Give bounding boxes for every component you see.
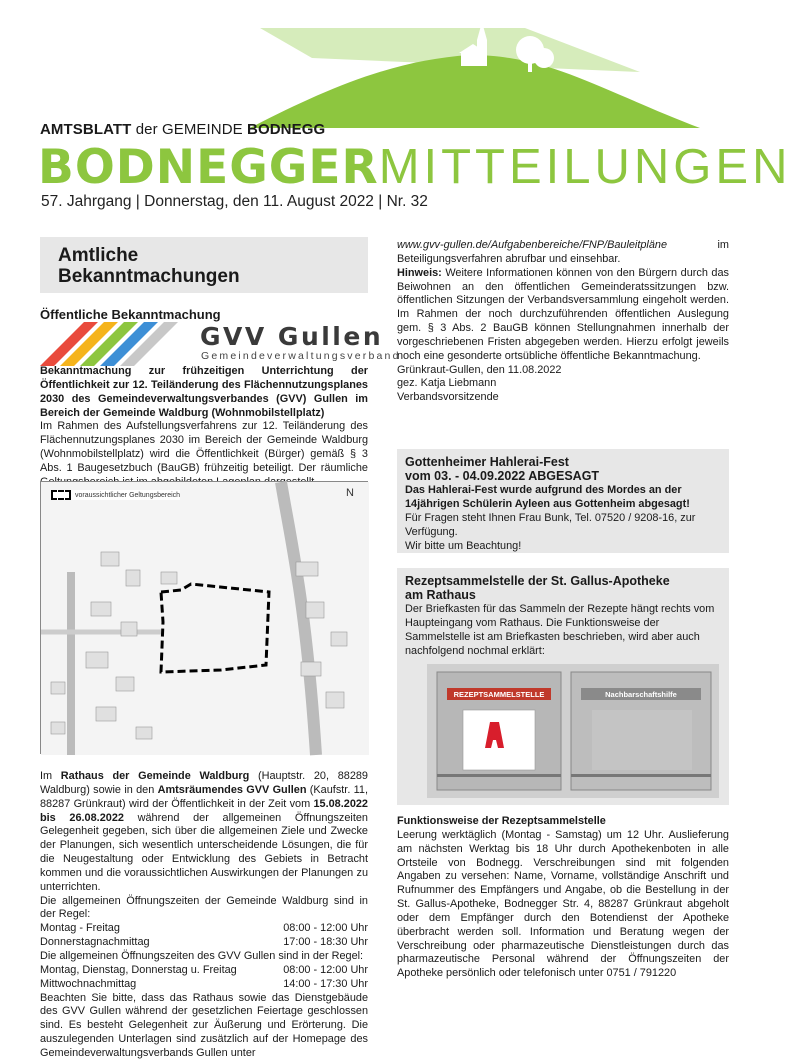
notice-role: Verbandsvorsitzende [397,391,499,404]
notice-body [40,770,368,1061]
event-subtitle: Das Hahlerai-Fest wurde aufgrund des Mordes an der 14jährigen Schülerin Ayleen aus Gottenheim abgesagt! [405,483,690,510]
masthead-title [38,140,791,195]
event-title: Gottenheimer Hahlerai-Fest vom 03. - 04.09.2022 ABGESAGT [405,455,600,484]
mailbox-photo [427,664,719,798]
event-contact: Für Fragen steht Ihnen Frau Bunk, Tel. 07520 / 9208-16, zur Verfügung. [405,511,696,538]
pharmacy-title: Rezeptsammelstelle der St. Gallus-Apotheke am Rathaus [405,574,670,603]
section-header: Amtliche Bekanntmachungen [40,237,368,293]
masthead-light: MITTEILUNGEN [378,140,791,194]
event-note: Wir bitte um Beachtung! [405,539,522,552]
svg-text:N: N [346,487,354,499]
pharmacy-box [397,568,729,805]
map-legend-label: voraussichtlicher Geltungsbereich [75,491,181,499]
waldburg-hours-intro: Die allgemeinen Öffnungszeiten der Gemeinde Waldburg sind in der Regel: [40,894,368,921]
gvv-hours-intro: Die allgemeinen Öffnungszeiten des GVV Gullen sind in der Regel: [40,949,364,962]
notice-intro-text: Im Rahmen des Aufstellungsverfahrens zur 12. Teiländerung des Flächennutzungsplanes 2030 im Bereich der Gemeinde Waldburg (Wohnmobilstellplatz) wird die Öffentlichkeit (Bürger) gemäß § 3 Abs. 1 Baugesetzbuch (BauGB) frühzeitig beteiligt. Der räumliche [40,420,368,474]
gvv-url[interactable]: www.gvv-gullen.de/Aufgabenbereiche/FNP/Bauleitpläne [397,239,668,251]
notice-heading: Öffentliche Bekanntmachung [40,307,221,322]
pharmacy-how [397,815,729,981]
site-plan-map [40,481,368,754]
photo-label-right: Nachbarschaftshilfe [605,690,677,699]
notice-inspection: Im Rathaus der Gemeinde Waldburg (Hauptstr. 20, 88289 Waldburg) sowie in den Amtsräumendes GVV Gullen (Kaufstr. 11, 88287 Grünkraut) wird der Öffentlichkeit in der Zeit vom 15.08.2022 bis 26.08.2022 während der allgemeinen Öffnungszeiten Gelegenheit gegeben, sich über die allgemeinen Ziele und Zwecke der Planungen, sich wesentlich unterscheidende Lösungen, die für die Neugestaltung oder Entwicklung des Gebiets in Betracht kommen und die voraussichtlichen Auswirkungen der Planungen zu unterrichten. [40,770,368,893]
map-legend-swatch [51,490,71,500]
hours-row: Donnerstagnachmittag 17:00 - 18:30 Uhr [40,936,368,949]
masthead-bold: BODNEGGER [38,140,379,195]
site-plan-drawing [41,482,369,755]
notice-intro [40,365,368,490]
hours-row: Montag - Freitag 08:00 - 12:00 Uhr [40,922,368,935]
photo-label-left: REZEPTSAMMELSTELLE [453,690,545,699]
notice-hint: Hinweis: Weitere Informationen können von den Bürgern durch das Beiwohnen an den öffentlichen Gemeinderatssitzungen bzw. öffentlichen Sitzungen der Verbandsversammlung eingeholt werden. Im Rahmen der noch durchzuführenden öffentlichen Auslegung gem. § 3 Abs. 2 BauGB können Stellungnahmen innerhalb der vorgeschriebenen Fristen abgegeben werden. Hierzu erfolgt jeweils noch eine gesonderte ortsübliche öffentliche Bekanntmachung. [397,266,729,362]
notice-signature: gez. Katja Liebmann [397,377,497,390]
hours-row: Mittwochnachmittag 14:00 - 17:30 Uhr [40,977,368,990]
pharmacy-body: Der Briefkasten für das Sammeln der Rezepte hängt rechts vom Haupteingang vom Rathaus. Die Funktionsweise der Sammelstelle ist am Briefkasten beschrieben, wird aber auch nachfolgend nochmal erklärt: [405,602,715,657]
gvv-logo-name: GVV Gullen [200,322,384,351]
notice-place-date: Grünkraut-Gullen, den 11.08.2022 [397,363,562,376]
event-cancelled-box [397,449,729,553]
notice-continuation: www.gvv-gullen.de/Aufgabenbereiche/FNP/Bauleitpläne im Beteiligungsverfahren abrufbar und einsehbar. Hinweis: Weitere Informationen können von den Bürgern durch das Beiwohnen an den öffentlichen Gemeinderatssitzungen bzw. öffentlichen Sitzungen der Verbandsversammlung eingeholt werden. Im Rahmen der noch durchzuführenden öffentlichen Auslegung gem. § 3 Abs. 2 BauGB können Stellungnahmen innerhalb der vorgeschriebenen Fristen abgegeben werden. Hierzu erfolgt jeweils noch eine gesonderte ortsübliche öffentliche Bekanntmachung. Grünkraut-Gullen, den 11.08.2022 gez. Katja Liebmann Verbandsvorsitzende [397,239,729,404]
map-legend [51,490,180,500]
hours-row: Montag, Dienstag, Donnerstag u. Freitag 08:00 - 12:00 Uhr [40,963,368,976]
publication-type: AMTSBLATT der GEMEINDE BODNEGG [40,121,326,138]
notice-intro-bold: Bekanntmachung zur frühzeitigen Unterrichtung der Öffentlichkeit zur 12. Teiländerung des Flächennutzungsplanes 2030 des Gemeindeverwaltungsverbandes (GVV) Gullen im Bereich der Gemeinde Waldburg (Wohnmobilstellplatz) [40,365,368,419]
issue-info: 57. Jahrgang | Donnerstag, den 11. August 2022 | Nr. 32 [41,193,428,210]
masthead-hill-graphic [0,0,770,135]
pharmacy-how-text: Leerung werktäglich (Montag - Samstag) um 12 Uhr. Auslieferung am nächsten Werktag bis 18 Uhr durch Apothekenboten in alle Ortsteile von Bodnegg. Verschreibungen sind mit folgenden Angaben zu versehen: Name, Vorname, vollständige Anschrift und Rufnummer des Empfängers und Angabe, ob die Bestellung in der St. Gallus-Apotheke, Bodnegger Str. 4, 88287 Grünkraut abgeholt oder dem Empfänger durch den Botendienst der Apotheke überbracht werden soll. Information und Beratung wegen der Verschreibung oder pharmazeutische Dienstleistungen durch das pharmazeutische Personal während der Öffnungszeiten der Apotheke persönlich oder telefonisch unter 0751 / 791220 [397,828,729,980]
gvv-logo-subtitle: Gemeindeverwaltungsverband [201,350,401,362]
notice-closing: Beachten Sie bitte, dass das Rathaus sowie das Dienstgebäude des GVV Gullen während der gesetzlichen Feiertage geschlossen sind. Es besteht Gelegenheit zur Äußerung und Erörterung. Die auszulegenden Unterlagen sind zusätzlich auf der Homepage des Gemeindeverwaltungsverbands Gullen unter [40,991,368,1059]
pharmacy-how-heading: Funktionsweise der Rezeptsammelstelle [397,815,606,827]
